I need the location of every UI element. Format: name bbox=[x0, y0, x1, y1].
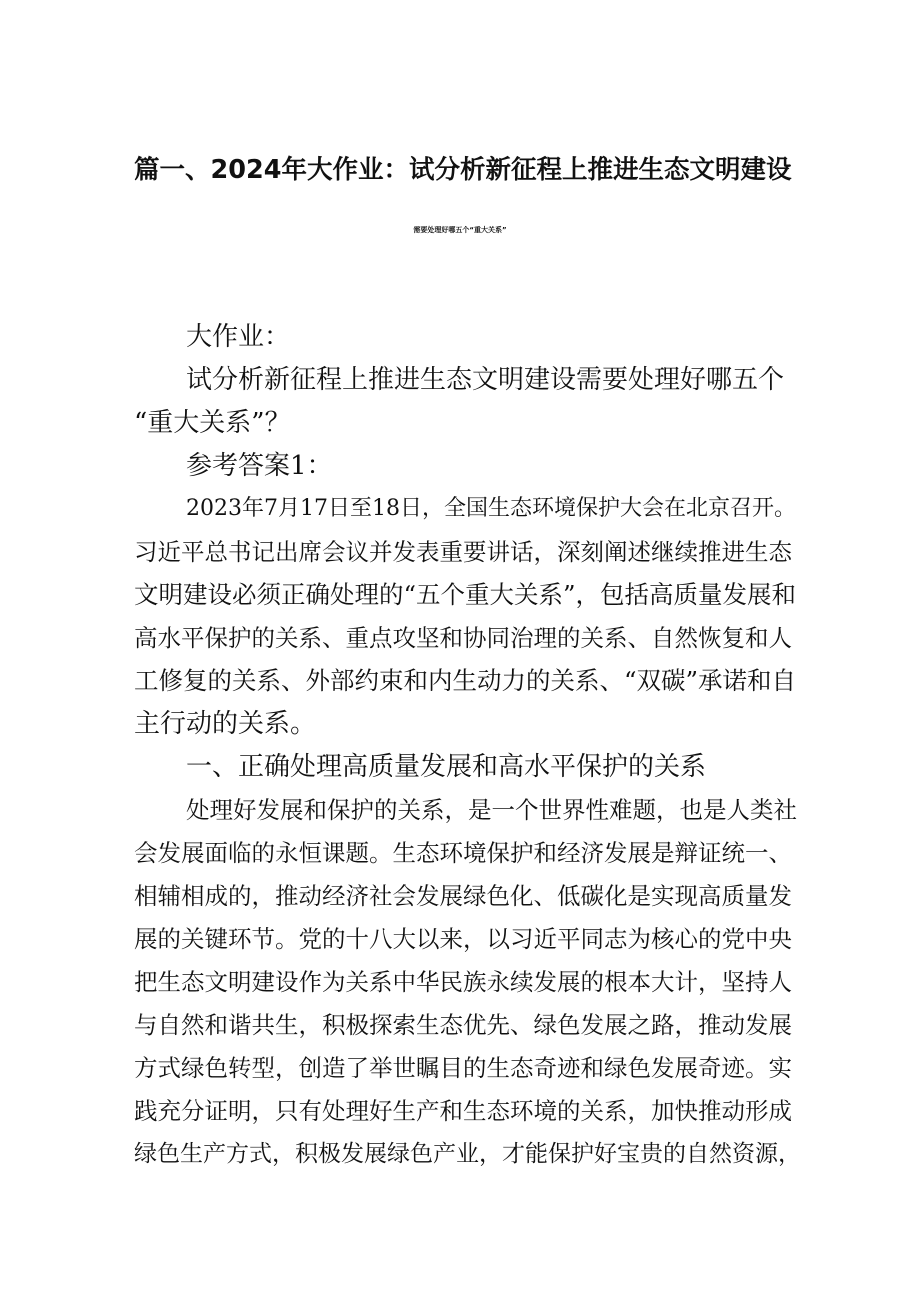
assignment-question-line-1: 试分析新征程上推进生态文明建设需要处理好哪五个 bbox=[186, 365, 785, 395]
section-heading: 一、正确处理高质量发展和高水平保护的关系 bbox=[186, 752, 707, 782]
intro-paragraph-line: 高水平保护的关系、重点攻坚和协同治理的关系、自然恢复和人 bbox=[134, 624, 792, 652]
intro-paragraph-line: 2023年7月17日至18日，全国生态环境保护大会在北京召开。 bbox=[186, 496, 796, 521]
assignment-question-line-2: “重大关系”？ bbox=[134, 408, 291, 438]
intro-paragraph-line: 工修复的关系、外部约束和内生动力的关系、“双碳”承诺和自 bbox=[134, 666, 797, 695]
section-paragraph-line: 方式绿色转型，创造了举世瞩目的生态奇迹和绿色发展奇迹。实 bbox=[134, 1054, 792, 1082]
section-paragraph-line: 与自然和谐共生，积极探索生态优先、绿色发展之路，推动发展 bbox=[134, 1011, 792, 1039]
section-paragraph-line: 处理好发展和保护的关系，是一个世界性难题，也是人类社 bbox=[186, 796, 797, 824]
section-paragraph-line: 展的关键环节。党的十八大以来，以习近平同志为核心的党中央 bbox=[134, 925, 792, 953]
document-title-line-2: 需要处理好哪五个“重大关系” bbox=[413, 226, 507, 234]
assignment-label: 大作业： bbox=[186, 322, 291, 352]
section-paragraph-line: 会发展面临的永恒课题。生态环境保护和经济发展是辩证统一、 bbox=[134, 839, 792, 867]
section-paragraph-line: 践充分证明，只有处理好生产和生态环境的关系，加快推动形成 bbox=[134, 1097, 792, 1125]
section-paragraph-line: 相辅相成的，推动经济社会发展绿色化、低碳化是实现高质量发 bbox=[134, 882, 792, 910]
intro-paragraph-line: 习近平总书记出席会议并发表重要讲话，深刻阐述继续推进生态 bbox=[134, 538, 792, 566]
intro-paragraph-line: 文明建设必须正确处理的“五个重大关系”，包括高质量发展和 bbox=[134, 580, 797, 609]
section-paragraph-line: 把生态文明建设作为关系中华民族永续发展的根本大计，坚持人 bbox=[134, 968, 792, 996]
answer-label: 参考答案1： bbox=[186, 451, 333, 481]
document-title-line-1: 篇一、2024年大作业：试分析新征程上推进生态文明建设 bbox=[134, 155, 792, 185]
intro-paragraph-line: 主行动的关系。 bbox=[134, 709, 317, 739]
section-paragraph-line: 绿色生产方式，积极发展绿色产业，才能保护好宝贵的自然资源， bbox=[134, 1141, 801, 1167]
